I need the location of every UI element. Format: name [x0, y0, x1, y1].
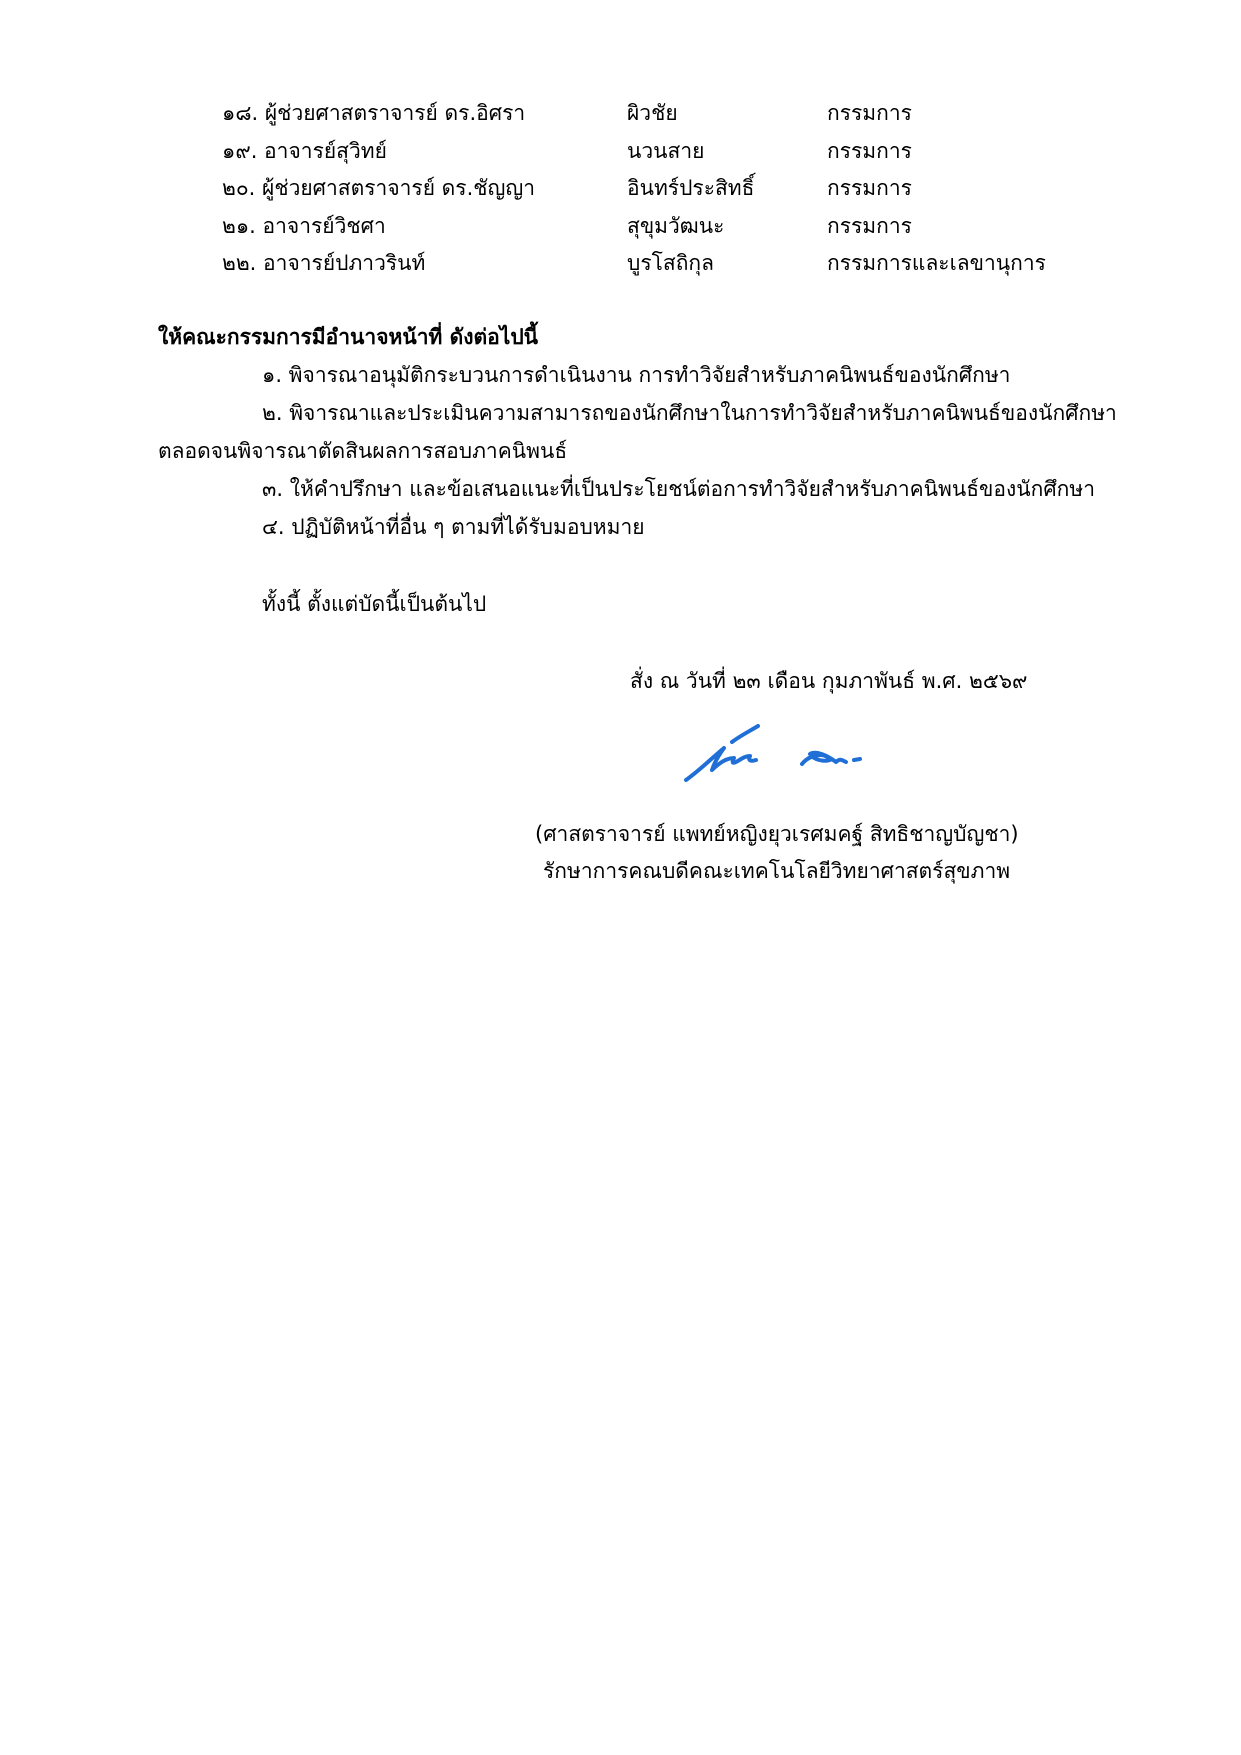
- member-surname: อินทร์ประสิทธิ์: [627, 176, 755, 200]
- member-role: กรรมการ: [827, 138, 912, 163]
- duty-item: ๒. พิจารณาและประเมินความสามารถของนักศึกษาในการทำวิจัยสำหรับภาคนิพนธ์ของนักศึกษา: [262, 401, 1117, 425]
- duty-item: ๓. ให้คำปรึกษา และข้อเสนอแนะที่เป็นประโยชน์ต่อการทำวิจัยสำหรับภาคนิพนธ์ของนักศึกษา: [262, 477, 1096, 501]
- member-name: ๑๙. อาจารย์สุวิทย์: [222, 138, 387, 163]
- signer-name-text: (ศาสตราจารย์ แพทย์หญิงยุวเรศมคฐ์ สิทธิชาญบัญชา): [535, 822, 1019, 846]
- member-surname: บูรโสถิกุล: [627, 251, 715, 275]
- member-surname: นวนสาย: [627, 138, 705, 163]
- member-surname: ผิวชัย: [627, 101, 678, 125]
- member-name: ๒๑. อาจารย์วิชศา: [222, 213, 386, 238]
- member-name: ๑๘. ผู้ช่วยศาสตราจารย์ ดร.อิศรา: [222, 101, 526, 125]
- member-name: ๒๐. ผู้ช่วยศาสตราจารย์ ดร.ชัญญา: [222, 176, 536, 200]
- member-surname: สุขุมวัฒนะ: [627, 213, 725, 238]
- duties-heading: ให้คณะกรรมการมีอำนาจหน้าที่ ดังต่อไปนี้: [158, 325, 539, 349]
- member-name: ๒๒. อาจารย์ปภาวรินท์: [222, 251, 426, 275]
- duty-item: ๔. ปฏิบัติหน้าที่อื่น ๆ ตามที่ได้รับมอบหมาย: [262, 515, 645, 539]
- member-role: กรรมการและเลขานุการ: [827, 251, 1046, 275]
- duty-item-continuation: ตลอดจนพิจารณาตัดสินผลการสอบภาคนิพนธ์: [158, 439, 568, 463]
- signature-image: [678, 722, 898, 790]
- issued-date: สั่ง ณ วันที่ ๒๓ เดือน กุมภาพันธ์ พ.ศ. ๒๕๖๙: [630, 669, 1028, 693]
- member-role: กรรมการ: [827, 176, 912, 200]
- closing-statement: ทั้งนี้ ตั้งแต่บัดนี้เป็นต้นไป: [262, 592, 487, 616]
- duty-item: ๑. พิจารณาอนุมัติกระบวนการดำเนินงาน การทำวิจัยสำหรับภาคนิพนธ์ของนักศึกษา: [262, 363, 1011, 387]
- signer-position: [0, 852, 1241, 890]
- member-role: กรรมการ: [827, 101, 912, 125]
- signer-name: [0, 815, 1241, 853]
- member-role: กรรมการ: [827, 213, 912, 238]
- signer-position-text: รักษาการคณบดีคณะเทคโนโลยีวิทยาศาสตร์สุขภาพ: [543, 859, 1011, 883]
